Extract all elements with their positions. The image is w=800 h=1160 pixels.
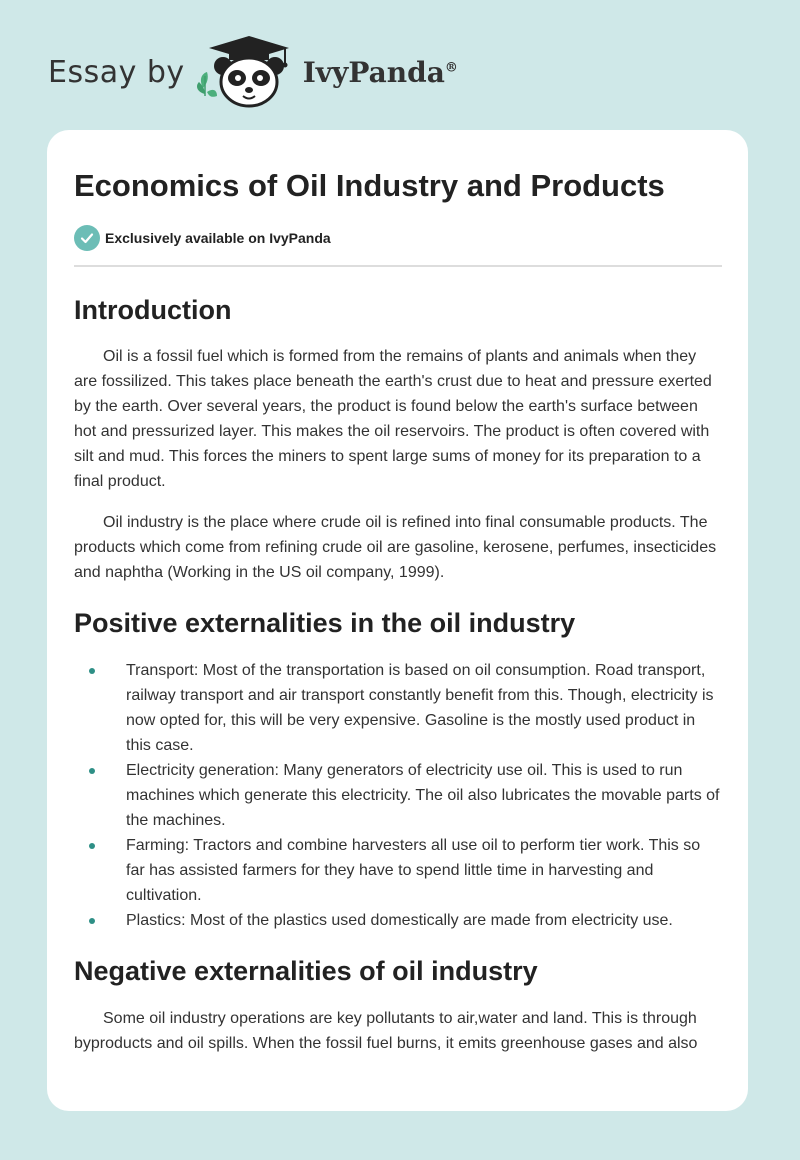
panda-logo-icon: [193, 34, 301, 110]
list-item: Plastics: Most of the plastics used domestically are made from electricity use.: [74, 908, 722, 933]
negative-paragraph-1: Some oil industry operations are key pollutants to air,water and land. This is through byproducts and oil spills. When the fossil fuel burns, it emits greenhouse gases and also: [74, 1010, 698, 1052]
exclusive-text: Exclusively available on IvyPanda: [105, 230, 331, 246]
essay-card: [47, 130, 748, 1111]
intro-paragraph-2: Oil industry is the place where crude oil is refined into final consumable products. The products which come from refining crude oil are gasoline, kerosene, perfumes, insecticides and naphtha (Working in the US oil company, 1999).: [74, 514, 717, 581]
essay-title: Economics of Oil Industry and Products: [74, 168, 665, 203]
section-heading-introduction: Introduction: [74, 295, 232, 325]
intro-paragraph-1: Oil is a fossil fuel which is formed from the remains of plants and animals when they are fossilized. This takes place beneath the earth's crust due to heat and pressure exerted by the earth. Over several years, the product is found below the earth's surface between hot and pressurized layer. This makes the oil reservoirs. The product is often covered with silt and mud. This forces the miners to spent large sums of money for its preparation to a final product.: [74, 348, 712, 490]
exclusive-badge: [74, 225, 722, 267]
brand-name: IvyPanda®: [302, 55, 458, 89]
positive-externalities-list: [74, 658, 722, 933]
section-heading-negative-externalities: Negative externalities of oil industry: [74, 956, 538, 986]
brand-prefix: Essay by: [48, 54, 185, 90]
section-heading-positive-externalities: Positive externalities in the oil industry: [74, 608, 576, 638]
list-item: Transport: Most of the transportation is based on oil consumption. Road transport, railway transport and air transport constantly benefit from this. Though, electricity is now opted for, this will be very expensive. Gasoline is the mostly used product in this case.: [74, 658, 722, 758]
list-item: Electricity generation: Many generators of electricity use oil. This is used to run machines which generate this electricity. The oil also lubricates the movable parts of the machines.: [74, 758, 722, 833]
site-brand[interactable]: [48, 34, 458, 110]
list-item: Farming: Tractors and combine harvesters all use oil to perform tier work. This so far has assisted farmers for they have to spend little time in harvesting and cultivation.: [74, 833, 722, 908]
check-icon: [74, 225, 100, 251]
